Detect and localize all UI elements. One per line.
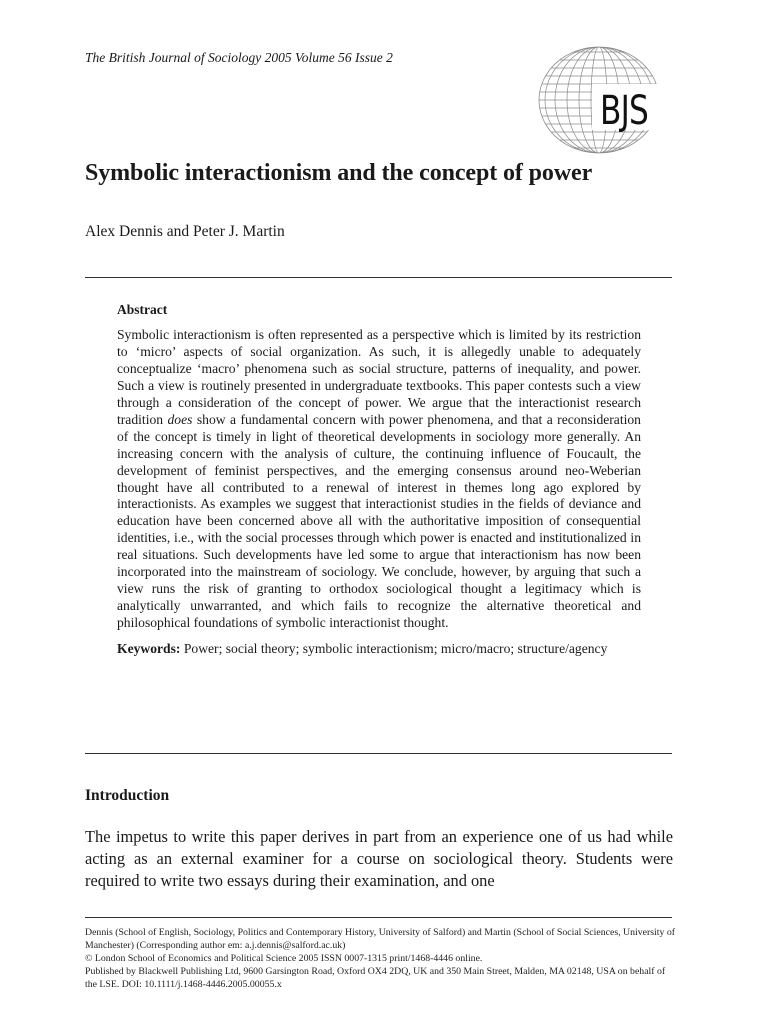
introduction-heading: Introduction [85,787,170,804]
footnote-divider [85,917,672,918]
copyright-line: © London School of Economics and Political Science 2005 ISSN 0007-1315 print/1468-4446 online. [85,953,483,964]
keywords-list: Power; social theory; symbolic interactionism; micro/macro; structure/agency [180,641,608,657]
article-authors: Alex Dennis and Peter J. Martin [85,223,285,240]
journal-citation: The British Journal of Sociology 2005 Volume 56 Issue 2 [85,50,393,65]
footnotes [85,926,675,991]
author-affiliations: Dennis (School of English, Sociology, Politics and Contemporary History, University of Salford) and Martin (School of Social Sciences, University of Manchester) (Corresponding author em: a.j.dennis@salford.ac.uk) [85,927,675,951]
publisher-line: Published by Blackwell Publishing Ltd, 9600 Garsington Road, Oxford OX4 2DQ, UK and 350 Main Street, Malden, MA 02148, USA on behalf of the LSE. DOI: 10.1111/j.1468-4446.2005.00055.x [85,966,666,990]
abstract-text-part-1: Symbolic interactionism is often represented as a perspective which is limited by its restriction to ‘micro’ aspects of social organization. As such, it is allegedly unable to adequately conceptualize ‘macro’ phenomena such as social structure, patterns of inequality, and power. Such a view is routinely presented in undergraduate textbooks. This paper contests such a view through a consideration of the concept of power. We argue that the interactionist research tradition [117,326,641,427]
abstract-section [117,302,641,658]
keywords-line [117,641,641,658]
introduction-paragraph: The impetus to write this paper derives in part from an experience one of us had while acting as an external examiner for a course on sociological theory. Students were required to write two essays during their examination, and one [85,827,673,890]
abstract-heading: Abstract [117,302,168,317]
journal-logo-text: BJS [600,88,649,134]
abstract-body [117,327,641,632]
keywords-label: Keywords: [117,641,181,657]
abstract-emphasis: does [167,411,193,427]
top-divider [85,277,672,278]
abstract-text-part-2: show a fundamental concern with power phenomena, and that a reconsideration of the concept is timely in light of theoretical developments in sociology more generally. An increasing concern with the analysis of culture, the continuing influence of Foucault, the development of feminist perspectives, and the emerging consensus around neo-Weberian thought have all contributed to a renewal of interest in themes long ago explored by interactionists. As examples we suggest that interactionist studies in the fields of deviance and education have been concerned above all with the authoritative imposition of consequential identities, i.e., with the social processes through which power is enacted and institutionalized in real situations. Such developments have led some to argue that interactionism has now been incorporated into the mainstream of sociology. We conclude, however, by arguing that such a view runs the risk of granting to orthodox sociological thought a legitimacy which is analytically unwarranted, and which fails to recognize the alternative theoretical and philosophical foundations of symbolic interactionist thought. [117,411,641,631]
abstract-bottom-divider [85,753,672,754]
article-title: Symbolic interactionism and the concept of power [85,160,593,186]
